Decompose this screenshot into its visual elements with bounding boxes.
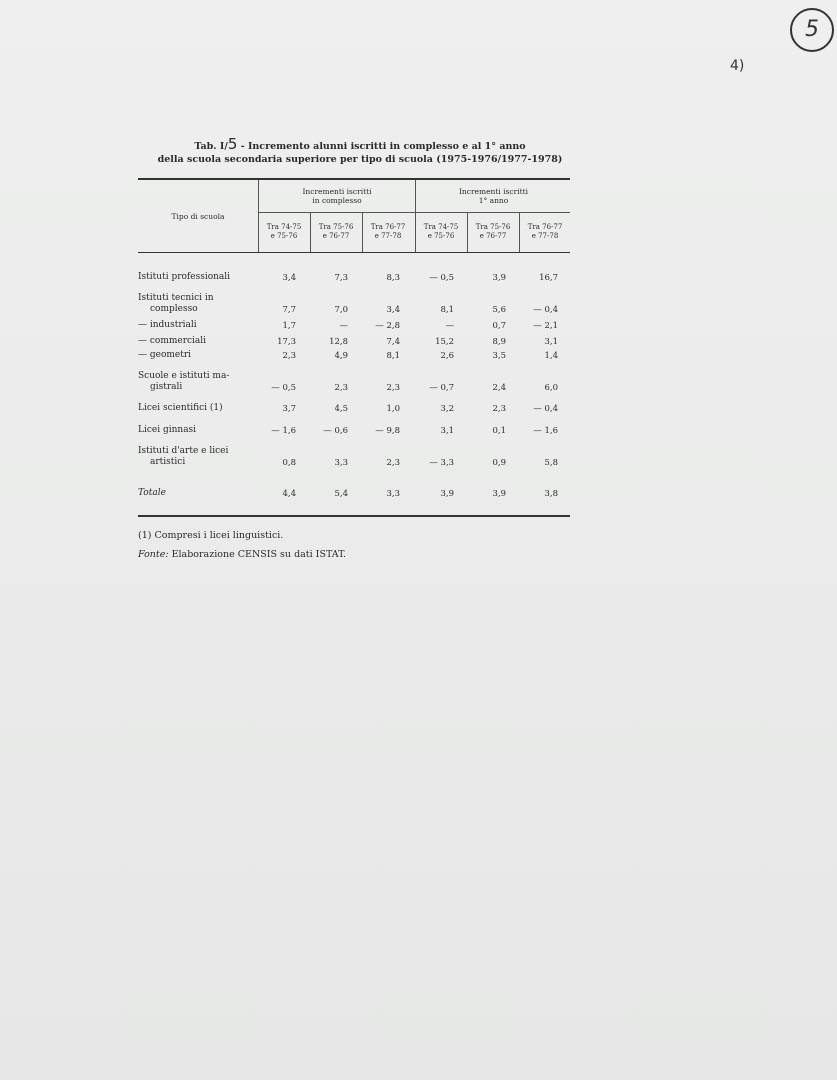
table-cell: 6,0 bbox=[544, 383, 558, 393]
source-note bbox=[138, 549, 346, 560]
table-cell: 17,3 bbox=[277, 337, 296, 347]
group-header-first-year bbox=[417, 187, 570, 205]
column-subheader-line: e 75-76 bbox=[427, 232, 455, 240]
column-subheader bbox=[416, 223, 466, 241]
table-cell: 0,7 bbox=[492, 321, 506, 331]
column-subheader-line: Tra 76-77 bbox=[370, 223, 406, 231]
table-cell: 4,5 bbox=[334, 404, 348, 414]
row-label-line: gistrali bbox=[150, 382, 183, 392]
group-header-total bbox=[260, 187, 414, 205]
table-cell: 7,4 bbox=[386, 337, 400, 347]
table-cell: 2,3 bbox=[282, 351, 296, 361]
table-cell: 3,9 bbox=[492, 273, 506, 283]
table-cell: — 9,8 bbox=[375, 426, 400, 436]
table-cell: 2,3 bbox=[386, 383, 400, 393]
table-cell: 3,2 bbox=[440, 404, 454, 414]
table-cell: 1,4 bbox=[544, 351, 558, 361]
caption-prefix: Tab. I/ bbox=[194, 141, 228, 152]
source-text: Elaborazione CENSIS su dati ISTAT. bbox=[168, 549, 347, 560]
table-cell: 8,9 bbox=[492, 337, 506, 347]
column-subheader-line: e 77-78 bbox=[374, 232, 402, 240]
table-cell: 4,9 bbox=[334, 351, 348, 361]
table-cell: 0,8 bbox=[282, 458, 296, 468]
row-label-line: — commerciali bbox=[138, 336, 207, 346]
caption-handwritten-number: 5 bbox=[227, 135, 238, 153]
row-label bbox=[138, 446, 228, 468]
circled-page-marker: 5 bbox=[790, 8, 834, 52]
row-label-line: artistici bbox=[150, 457, 186, 467]
table-cell: 5,4 bbox=[334, 489, 348, 499]
row-label bbox=[138, 336, 206, 347]
table-cell: 2,3 bbox=[492, 404, 506, 414]
table-cell: 8,3 bbox=[386, 273, 400, 283]
stub-header: Tipo di scuola bbox=[171, 212, 225, 221]
table-cell: 2,3 bbox=[334, 383, 348, 393]
column-subheader-line: e 75-76 bbox=[270, 232, 298, 240]
row-label-line: Istituti tecnici in bbox=[138, 293, 214, 303]
table-cell: 7,3 bbox=[334, 273, 348, 283]
row-label bbox=[138, 350, 191, 361]
group-header-first-year-line2: 1° anno bbox=[478, 196, 509, 205]
handwritten-page-number: 4) bbox=[730, 58, 745, 74]
table-cell: 3,9 bbox=[440, 489, 454, 499]
row-label-line: — geometri bbox=[138, 350, 192, 360]
table-cell: 3,4 bbox=[282, 273, 296, 283]
table-cell: 5,6 bbox=[492, 305, 506, 315]
table-cell: 2,3 bbox=[386, 458, 400, 468]
row-label bbox=[138, 293, 214, 315]
group-header-total-line1: Incrementi iscritti bbox=[302, 187, 372, 196]
column-subheader bbox=[520, 223, 570, 241]
column-subheader-line: Tra 74-75 bbox=[266, 223, 302, 231]
row-label-line: Istituti professionali bbox=[138, 272, 231, 282]
group-header-first-year-line1: Incrementi iscritti bbox=[458, 187, 529, 196]
row-label-line: Totale bbox=[138, 488, 166, 498]
column-subheader bbox=[363, 223, 413, 241]
table-cell: — 0,6 bbox=[323, 426, 348, 436]
table-cell: — 2,1 bbox=[533, 321, 558, 331]
table-cell: 3,8 bbox=[544, 489, 558, 499]
column-subheader bbox=[259, 223, 309, 241]
row-label-line: Licei scientifici (1) bbox=[138, 403, 223, 413]
table-cell: 3,3 bbox=[334, 458, 348, 468]
table-cell: — 0,4 bbox=[533, 404, 558, 414]
column-subheader-line: Tra 75-76 bbox=[475, 223, 511, 231]
column-subheader-line: Tra 75-76 bbox=[318, 223, 354, 231]
table-cell: 0,1 bbox=[492, 426, 506, 436]
row-label bbox=[138, 272, 230, 283]
table-cell: 1,0 bbox=[386, 404, 400, 414]
table-bottom-rule bbox=[138, 515, 570, 517]
table-top-rule bbox=[138, 178, 570, 180]
row-label-line: Scuole e istituti ma- bbox=[138, 371, 230, 381]
table-cell: — 0,5 bbox=[429, 273, 454, 283]
table-cell: 16,7 bbox=[539, 273, 558, 283]
table-cell: 8,1 bbox=[440, 305, 454, 315]
table-cell: 7,0 bbox=[334, 305, 348, 315]
table-cell: 3,5 bbox=[492, 351, 506, 361]
table-caption bbox=[150, 135, 570, 166]
table-cell: 8,1 bbox=[386, 351, 400, 361]
table-cell: 3,1 bbox=[544, 337, 558, 347]
row-label bbox=[138, 320, 197, 331]
table-cell: 3,1 bbox=[440, 426, 454, 436]
table-cell: 2,6 bbox=[440, 351, 454, 361]
table-cell: 7,7 bbox=[282, 305, 296, 315]
table-cell: — 1,6 bbox=[271, 426, 296, 436]
row-label-line: Licei ginnasi bbox=[138, 425, 197, 435]
footnote: (1) Compresi i licei linguistici. bbox=[138, 530, 284, 541]
table-cell: 3,4 bbox=[386, 305, 400, 315]
table-cell: 0,9 bbox=[492, 458, 506, 468]
column-subheader-line: Tra 74-75 bbox=[423, 223, 459, 231]
table-cell: — 3,3 bbox=[429, 458, 454, 468]
table-cell: — 0,5 bbox=[271, 383, 296, 393]
table-cell: 4,4 bbox=[282, 489, 296, 499]
table-cell: 3,3 bbox=[386, 489, 400, 499]
table-cell: 3,9 bbox=[492, 489, 506, 499]
column-subheader-line: e 77-78 bbox=[531, 232, 559, 240]
table-cell: 12,8 bbox=[329, 337, 348, 347]
row-label-line: complesso bbox=[150, 304, 198, 314]
table-cell: — bbox=[445, 321, 454, 331]
table-cell: — 2,8 bbox=[375, 321, 400, 331]
table-cell: — bbox=[339, 321, 348, 331]
table-cell: — 0,4 bbox=[533, 305, 558, 315]
group-header-total-line2: in complesso bbox=[312, 196, 362, 205]
column-subheader bbox=[468, 223, 518, 241]
table-cell: 15,2 bbox=[435, 337, 454, 347]
table-cell: 3,7 bbox=[282, 404, 296, 414]
row-label bbox=[138, 488, 166, 499]
table-cell: — 0,7 bbox=[429, 383, 454, 393]
row-label bbox=[138, 425, 196, 436]
header-divider bbox=[258, 180, 259, 252]
row-label bbox=[138, 371, 229, 393]
source-label: Fonte: bbox=[138, 549, 169, 560]
row-label bbox=[138, 403, 223, 414]
caption-line1: - Incremento alunni iscritti in complesso e al 1° anno bbox=[237, 141, 526, 152]
column-subheader-line: Tra 76-77 bbox=[527, 223, 563, 231]
group-underline bbox=[258, 212, 570, 213]
row-label-line: Istituti d'arte e licei bbox=[138, 446, 229, 456]
table-cell: 2,4 bbox=[492, 383, 506, 393]
caption-line2: della scuola secondaria superiore per tipo di scuola (1975-1976/1977-1978) bbox=[157, 154, 563, 165]
header-divider bbox=[415, 180, 416, 252]
column-subheader-line: e 76-77 bbox=[322, 232, 350, 240]
column-subheader-line: e 76-77 bbox=[479, 232, 507, 240]
column-subheader bbox=[311, 223, 361, 241]
table-cell: 1,7 bbox=[282, 321, 296, 331]
table-cell: — 1,6 bbox=[533, 426, 558, 436]
table-cell: 5,8 bbox=[544, 458, 558, 468]
header-bottom-rule bbox=[138, 252, 570, 253]
row-label-line: — industriali bbox=[138, 320, 197, 330]
